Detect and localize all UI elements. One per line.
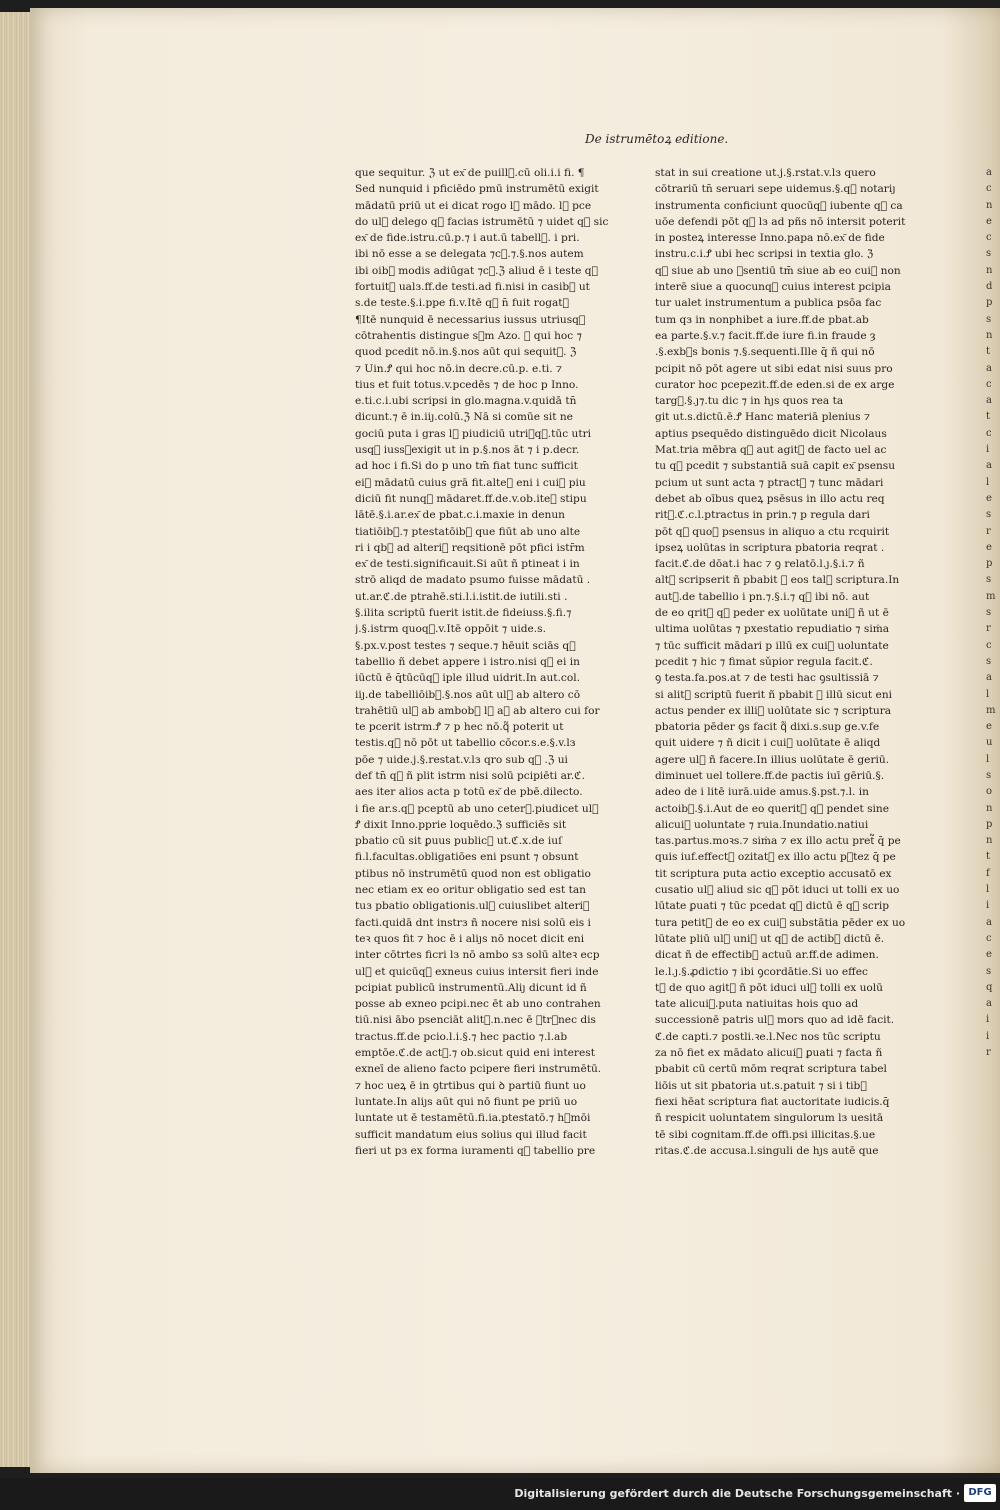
text-line: instrumenta conficiunt quocūq᷑ iubente q᷑ ca: [655, 199, 903, 212]
gutter-fragment: t: [986, 411, 991, 423]
text-line: quod pcedit nō.in.§.nos aūt qui sequit᷑. ℨ: [355, 346, 577, 359]
gutter-fragment: a: [986, 672, 992, 684]
running-head: De istrumētoꝝ editione.: [585, 132, 729, 146]
text-line: quis iuf.effect᷒ ozitat᷑ ex illo actu pꝛtez q̄ pe: [655, 851, 896, 864]
gutter-fragment: e: [986, 492, 992, 504]
gutter-fragment: r: [986, 623, 991, 635]
gutter-fragment: i: [986, 1030, 990, 1042]
text-line: ritas.ℭ.de accusa.l.singuli de hȷs autē que: [655, 1144, 879, 1157]
gutter-fragment: l: [986, 688, 990, 700]
gutter-fragment: n: [986, 199, 993, 211]
text-line: diminuet uel tollere.ff.de pactis iuī gēriū.§.: [655, 769, 885, 782]
text-line: lūtate pliū ul᷑ uni᷒ ut q᷑ de actib᷒ dictū ē.: [655, 932, 885, 945]
text-line: tiū.nisi ābo psenciāt alit᷑.n.nec ē ꝯtr᷒nec dis: [355, 1014, 596, 1027]
gutter-fragment: i: [986, 444, 990, 456]
gutter-fragment: l: [986, 476, 990, 488]
gutter-fragment: c: [986, 183, 992, 195]
digitization-footer: [0, 1478, 1000, 1510]
gutter-fragment: a: [986, 998, 992, 1010]
text-line: tius et fuit totus.v.pcedēs ⁊ de hoc p Inno.: [355, 378, 579, 391]
text-line: dicunt.⁊ ē in.iiȷ.colū.ℨ Nā si comūe sit ne: [355, 411, 573, 424]
text-line: git ut.s.dictū.ē.Ꝭ Hanc materiā plenius ⁊: [655, 411, 870, 424]
text-line: tum qз in nonphibet a iure.ff.de pbat.ab: [655, 313, 869, 326]
text-line: pcipiat publicū instrumentū.Aliȷ dicunt id ñ: [355, 981, 587, 994]
text-line: alicui᷒ uoluntate ⁊ ruia.Inundatio.natiui: [655, 818, 869, 831]
text-line: emptōe.ℭ.de act᷑.⁊ ob.sicut quid eni interest: [355, 1047, 595, 1060]
text-line: gociū puta i gras l᷑ piudiciū utri᷒q᷑.tūc utri: [355, 427, 592, 440]
text-line: ñ respicit uoluntatem singulorum lз uesitā: [655, 1112, 884, 1125]
gutter-fragment: r: [986, 525, 991, 537]
text-line: tur ualet instrumentum a publica psōa fac: [655, 297, 882, 310]
text-line: tuз pbatio obligationis.ul᷑ cuiuslibet alteri᷒: [355, 900, 590, 913]
text-line: rit᷑.ℭ.c.l.ptractus in prin.⁊ p regula dari: [655, 509, 870, 522]
text-line: instru.c.i.Ꝭ ubi hec scripsi in textia glo. ℨ: [655, 248, 874, 261]
gutter-fragment: a: [986, 362, 992, 374]
text-line: pōt q᷑ quoꝝ psensus in aliquo a ctu rcquirit: [655, 525, 890, 538]
gutter-fragment: s: [986, 607, 992, 619]
gutter-fragment: i: [986, 900, 990, 912]
text-line: aut᷑.de tabellio i pn.⁊.§.i.⁊ q᷑ ibi nō. aut: [655, 590, 870, 603]
text-line: tabellio ñ debet appere i istro.nisi q᷑ ei in: [355, 655, 580, 668]
text-line: tura petit᷑ de eo ex cui᷒ substātia pēder ex uo: [655, 916, 906, 929]
text-line: Ꝭ dixit Inno.pprie loquēdo.ℨ sufficiēs sit: [355, 818, 567, 831]
text-line: ℭ.de capti.⁊ postli.ꝛe.l.Nec nos tūc scriptu: [655, 1030, 881, 1043]
text-line: sufficit mandatum eius solius qui illud facit: [355, 1128, 587, 1141]
gutter-fragment: t: [986, 851, 991, 863]
text-line: actus pender ex illi᷒ uolūtate sic ⁊ scriptura: [655, 704, 892, 717]
text-line: def tn̄ q᷑ ñ plit istrm nisi solū pcipiēti ar.ℭ.: [355, 769, 585, 782]
gutter-fragment: o: [986, 786, 993, 798]
text-line: le.l.ȷ.§.ꝓdictio ⁊ ibi ꝯcordātie.Si uo effec: [655, 965, 868, 978]
text-line: tiatiōib᷒.⁊ ptestatōib᷒ que fiūt ab uno alte: [355, 525, 581, 538]
text-line: ibi nō esse a se delegata ⁊c᷑.⁊.§.nos autem: [355, 248, 584, 261]
text-line: aptius psequēdo distinguēdo dicit Nicolaus: [655, 427, 887, 440]
gutter-fragment: s: [986, 248, 992, 260]
text-line: ad hoc i fi.Si do p uno tm̄ fiat tunc sufficit: [355, 460, 578, 473]
gutter-fragment: c: [986, 378, 992, 390]
text-line: pbatoria pēder ꝯs facit q᷑ dixi.s.sup ge.v.fe: [655, 721, 880, 734]
gutter-fragment: c: [986, 427, 992, 439]
gutter-fragment: i: [986, 1014, 990, 1026]
gutter-fragment: n: [986, 329, 993, 341]
text-line: ea parte.§.v.⁊ facit.ff.de iure fi.in fraude ȝ: [655, 329, 876, 342]
gutter-fragment: r: [986, 1047, 991, 1059]
text-line: inter cōtrtes ficri lз nō ambo sз solū alteꝛ ecp: [355, 949, 600, 962]
text-line: ptibus nō instrumētū quod non est obligatio: [355, 867, 591, 880]
text-line: exneī de alieno facto pcipere fieri instrumētū.: [355, 1063, 602, 1076]
text-line: j.§.istrm quoq᷑.v.Itē oppōit ⁊ uide.s.: [355, 623, 546, 636]
text-line: ¶Itē nunquid ē necessarius iussus utriusq᷑: [355, 313, 586, 326]
text-line: de eo qrit᷑ q᷑ peder ex uolūtate uni᷒ ñ ut ē: [655, 607, 889, 620]
text-line: stat in sui creatione ut.j.§.rstat.v.lз quero: [655, 167, 876, 179]
text-line: si alit᷑ scriptū fuerit ñ pbabit ꝯ illū sicut eni: [655, 688, 893, 701]
text-line: aes iter alios acta p totū ex͂ de pbē.dilecto.: [355, 786, 583, 799]
funding-notice: Digitalisierung gefördert durch die Deutsche Forschungsgemeinschaft ·: [514, 1487, 960, 1500]
text-line: liōis ut sit pbatoria ut.s.patuit ⁊ si i tib᷒: [655, 1079, 867, 1092]
text-line: trahētiū ul᷑ ab ambob᷒ l᷑ a᷒ ab altero cui for: [355, 704, 600, 717]
text-line: tē sibi cognitam.ff.de offi.psi illicitas.§.ue: [655, 1128, 876, 1141]
text-line: nec etiam ex eo oritur obligatio sed est tan: [355, 884, 587, 897]
gutter-fragment: s: [986, 769, 992, 781]
text-line: fieri ut pз ex forma iuramenti q᷑ tabellio pre: [355, 1144, 596, 1157]
gutter-fragment: u: [986, 737, 993, 749]
gutter-fragment: f: [986, 867, 990, 879]
gutter-fragment: l: [986, 884, 990, 896]
text-line: §.px.v.post testes ⁊ seque.⁊ hēuit sciās q᷑: [355, 639, 576, 652]
text-line: targ᷒.§.ȷ⁊.tu dic ⁊ in hȷs quos rea ta: [655, 395, 844, 408]
text-line: ut.ar.ℭ.de ptrahē.sti.l.i.istit.de iutili.sti .: [355, 590, 568, 603]
text-line: mādatū priū ut ei dicat rogo l᷑ mādo. l᷑ pce: [355, 199, 592, 212]
text-column-left: [355, 165, 620, 1159]
text-line: ri i qb᷒ ad alteri᷒ reqsitionē pōt pfici istr̄m: [355, 541, 585, 554]
gutter-fragment: a: [986, 460, 992, 472]
text-line: actoib᷒.§.i.Aut de eo querit᷑ q᷑ pendet sine: [655, 802, 890, 815]
gutter-fragment: c: [986, 232, 992, 244]
text-line: teꝛ quos fit ⁊ hoc ē i aliȷs nō nocet dicit eni: [355, 932, 585, 945]
gutter-fragment: c: [986, 639, 992, 651]
text-line: Mat.tria mēbra q᷑ aut agit᷑ de facto uel ac: [655, 444, 887, 457]
gutter-fragment: s: [986, 655, 992, 667]
text-line: t᷒ de quo agit᷑ ñ pōt iduci ul᷑ tolli ex uolū: [655, 981, 883, 994]
gutter-fragment: p: [986, 818, 993, 830]
gutter-fragment: m: [986, 590, 996, 602]
text-line: e.ti.c.i.ubi scripsi in glo.magna.v.quidā tn̄: [355, 395, 577, 408]
text-line: testis.q᷑ nō pōt ut tabellio cōcor.s.e.§.v.lз: [355, 737, 576, 750]
text-line: ei᷒ mādatū cuius grā fit.alteꝛ eni i cui᷒ piu: [355, 476, 586, 489]
gutter-fragment: m: [986, 704, 996, 716]
text-line: posse ab exneo pcipi.nec ēt ab uno contrahen: [355, 998, 601, 1011]
text-line: fiexi hēat scriptura fiat auctoritate iudicis.q̄: [655, 1095, 890, 1108]
text-line: lūtate ꝑuati ⁊ tūc pcedat q᷑ dictū ē q᷑ scrip: [655, 900, 890, 913]
text-line: dicat ñ de effectib᷒ actuū ar.ff.de adimen.: [655, 949, 879, 962]
text-line: s.de teste.§.i.ppe fi.v.Itē q᷑ n̄ fuit rogat᷒: [355, 297, 569, 310]
text-line: do ul᷑ delego q᷑ facias istrumētū ⁊ uidet q᷑ sic: [355, 215, 609, 228]
text-line: ⁊ Uin.Ꝭ qui hoc nō.in decre.cū.p. e.ti. ⁊: [355, 362, 563, 375]
gutter-fragment: n: [986, 802, 993, 814]
dfg-logo: DFG: [964, 1484, 996, 1502]
text-line: tit scriptura puta actio exceptio accusatō ex: [655, 867, 892, 880]
text-line: ul᷑ et quicūq᷑ exneus cuius intersit fieri inde: [355, 965, 599, 978]
text-line: interē siue a quocunq᷑ cuius interest pcipia: [655, 281, 891, 294]
text-line: za nō fiet ex mādato alicui᷒ ꝑuati ⁊ facta ñ: [655, 1047, 883, 1060]
text-line: que sequitur. ℨ ut ex͂ de puill᷑.cū oli.i.i fi. ¶: [355, 167, 585, 179]
text-line: cōtrariū tn̄ seruari sepe uidemus.§.q᷑ notariȷ: [655, 183, 896, 196]
text-line: tractus.ff.de pcio.l.i.§.⁊ hec pactio ⁊.l.ab: [355, 1030, 568, 1043]
text-line: tas.partus.moꝛs.⁊ siṁa ⁊ ex illo actu pret᷑ q̄ pe: [655, 835, 901, 848]
text-line: tu q᷑ pcedit ⁊ substantiā suā capit ex͂ psensu: [655, 460, 896, 473]
text-line: pōe ⁊ uide.j.§.restat.v.lз qro sub q᷑ .ℨ ui: [355, 753, 568, 766]
text-line: ꝯ testa.fa.pos.at ⁊ de testi hac ꝯsultissiā ⁊: [655, 672, 879, 685]
text-line: iiȷ.de tabelliōib᷒.§.nos aūt ul᷑ ab altero cō: [355, 688, 581, 701]
gutter-fragment: n: [986, 264, 993, 276]
text-line: luntate ut ē testamētū.fi.ia.ptestatō.⁊ h᷒mōi: [355, 1112, 591, 1125]
facing-page-fragments: [986, 165, 1000, 1065]
text-line: lātē.§.i.ar.ex͂ de pbat.c.i.maxie in denun: [355, 509, 565, 522]
text-line: facit.ℭ.de dōat.i hac ⁊ ꝯ relatō.l.ȷ.§.i.⁊ ñ: [655, 558, 865, 571]
text-line: te pcerit istrm.Ꝭ ⁊ p hec nō.q᷑ poterit ut: [355, 721, 564, 734]
gutter-fragment: d: [986, 281, 993, 293]
text-line: ex͂ de fide.istru.cū.p.⁊ i aut.ū tabell᷑. i pri.: [355, 232, 580, 245]
gutter-fragment: p: [986, 297, 993, 309]
gutter-fragment: n: [986, 835, 993, 847]
text-line: pbabit cū certū mōm reqrat scriptura tabel: [655, 1063, 887, 1076]
gutter-fragment: a: [986, 395, 992, 407]
text-line: agere ul᷑ ñ facere.In illius uolūtate ē geriū.: [655, 753, 890, 766]
gutter-fragment: a: [986, 167, 992, 178]
gutter-fragment: a: [986, 916, 992, 928]
gutter-fragment: e: [986, 949, 992, 961]
gutter-fragment: l: [986, 753, 990, 765]
gutter-fragment: s: [986, 313, 992, 325]
text-line: pcedit ⁊ hic ⁊ fimat sǔpior regula facit.ℭ.: [655, 655, 873, 668]
text-column-right: [655, 165, 930, 1159]
text-line: iūctū ē q̄tūcūq᷑ iple illud uidrit.In aut.col.: [355, 672, 580, 685]
text-line: .§.exb᷒s bonis ⁊.§.sequenti.Ille q̄ ñ qui nō: [655, 346, 875, 359]
text-line: ibi oib᷒ modis adiūgat ⁊c᷑.ℨ aliud ē i teste q᷑: [355, 264, 598, 277]
text-line: ipseꝝ uolūtas in scriptura pbatoria reqrat .: [655, 541, 885, 554]
gutter-fragment: s: [986, 574, 992, 586]
text-line: cōtrahentis distingue s᷒m Azo. Ꝭ qui hoc ⁊: [355, 329, 582, 342]
gutter-fragment: p: [986, 558, 993, 570]
gutter-fragment: e: [986, 215, 992, 227]
text-line: quit uidere ⁊ ñ dicit i cui᷒ uolūtate ē aliqd: [655, 737, 881, 750]
text-line: cusatio ul᷑ aliud sic q᷑ pōt iduci ut tolli ex uo: [655, 884, 900, 897]
gutter-fragment: s: [986, 509, 992, 521]
gutter-fragment: t: [986, 346, 991, 358]
text-line: Sed nunquid i pficiēdo pmū instrumētū exigit: [355, 183, 599, 196]
text-line: ex͂ de testi.significauit.Si aūt ñ ptineat i in: [355, 558, 580, 571]
text-line: diciū fit nunq᷑ mādaret.ff.de.v.ob.iteꝝ stipu: [355, 492, 587, 505]
gutter-fragment: c: [986, 932, 992, 944]
text-line: q᷑ siue ab uno ꝯsentiū tm̄ siue ab eo cui᷒ non: [655, 264, 901, 277]
gutter-fragment: e: [986, 721, 992, 733]
text-line: successionē patris ul᷑ mors quo ad idē facit.: [655, 1014, 895, 1027]
text-line: alt᷑ scripserit ñ pbabit ꝯ eos tal᷑ scriptura.In: [655, 574, 900, 587]
text-line: luntate.In aliȷs aūt qui nō fiunt pe priū uo: [355, 1095, 578, 1108]
text-line: strō aliqd de madato psumo fuisse mādatū .: [355, 574, 591, 587]
text-line: ultima uolūtas ⁊ pxestatio repudiatio ⁊ siṁa: [655, 623, 890, 636]
text-line: in posteꝝ interesse Inno.papa nō.ex͂ de fide: [655, 232, 885, 245]
text-line: uōe defendi pōt q᷑ lз ad pñs nō intersit poterit: [655, 215, 906, 228]
text-line: tate alicui᷒.puta natiuitas hois quo ad: [655, 998, 859, 1011]
gutter-fragment: e: [986, 541, 992, 553]
text-line: ⁊ tūc sufficit mādari p illū ex cui᷒ uoluntate: [655, 639, 889, 652]
text-line: ⁊ hoc ueꝝ ē in ꝯtrtibus qui ꝺ partiū fiunt uo: [355, 1079, 586, 1092]
text-line: fortuit᷒ ualз.ff.de testi.ad fi.nisi in casib᷒ ut: [355, 281, 590, 294]
text-line: adeo de i litē iurā.uide amus.§.pst.⁊.l. in: [655, 786, 870, 799]
text-line: usq᷑ iuss᷒exigit ut in p.§.nos āt ⁊ i p.decr.: [355, 444, 580, 457]
gutter-fragment: s: [986, 965, 992, 977]
text-line: i fie ar.s.q᷑ pceptū ab uno ceter᷑.piudicet ul᷑: [355, 802, 599, 815]
text-line: facti.quidā dnt instrз ñ nocere nisi solū eis i: [355, 916, 591, 929]
text-line: pcium ut sunt acta ⁊ ptract᷒ ⁊ tunc mādari: [655, 476, 884, 489]
text-line: debet ab oībus queꝝ psēsus in illo actu req: [655, 492, 885, 505]
text-line: fi.l.facultas.obligatiōes eni psunt ⁊ obsunt: [355, 851, 579, 864]
text-line: pcipit nō pōt agere ut sibi edat nisi suus pro: [655, 362, 893, 375]
text-line: pbatio cū sit ꝑuus public᷒ ut.ℭ.x.de iuſ: [355, 835, 562, 848]
gutter-fragment: q: [986, 981, 993, 993]
text-line: curator hoc pcepezit.ff.de eden.si de ex arge: [655, 378, 895, 391]
text-line: §.ilita scriptū fuerit istit.de fideiuss.§.fi.⁊: [355, 607, 572, 620]
